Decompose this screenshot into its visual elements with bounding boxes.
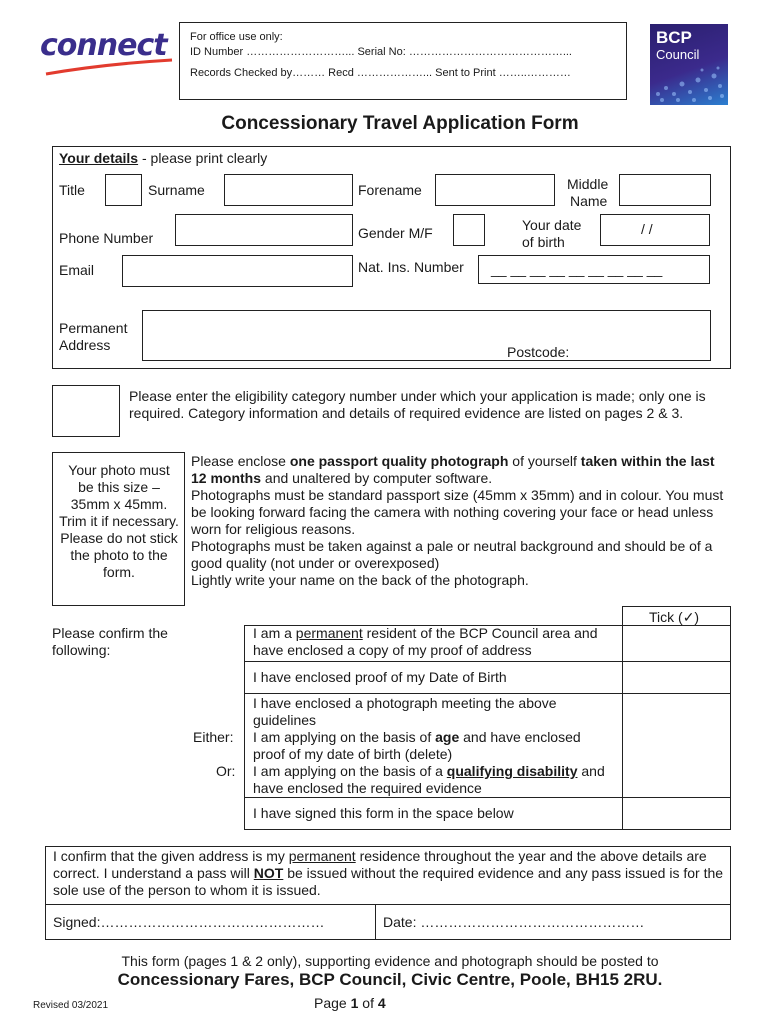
phone-label: Phone Number xyxy=(59,230,154,246)
nat-ins-placeholder: __ __ __ __ __ __ __ __ __ xyxy=(491,261,663,277)
office-use-line-1: ID Number ………………………... Serial No: ……………………………………... xyxy=(190,46,572,58)
forename-label: Forename xyxy=(358,182,422,198)
page-current: 1 xyxy=(350,995,359,1011)
bcp-logo-title: BCP xyxy=(656,28,692,47)
photo-instructions xyxy=(191,453,731,589)
either-label: Either: xyxy=(193,729,234,745)
photo-box[interactable] xyxy=(52,452,185,606)
office-use-line-2: Records Checked by……… Recd ………………... Sent to Print ……..………… xyxy=(190,67,571,79)
connect-logo: connect xyxy=(40,28,167,63)
bcp-logo-subtitle: Council xyxy=(656,47,700,62)
details-heading-suffix: - please print clearly xyxy=(138,150,268,166)
row1-b: permanent xyxy=(295,625,363,641)
tick-photo-eligibility[interactable] xyxy=(623,694,730,797)
confirm-intro: Please confirm the following: xyxy=(52,625,168,658)
decl-t1: I confirm that the given address is my xyxy=(53,848,289,864)
address-input[interactable] xyxy=(142,310,711,361)
tick-residence[interactable] xyxy=(623,626,730,661)
dob-placeholder: / / xyxy=(641,221,653,237)
dob-input[interactable] xyxy=(600,214,710,246)
title-input[interactable] xyxy=(105,174,142,206)
office-use-box xyxy=(179,22,627,100)
revised-date: Revised 03/2021 xyxy=(33,1000,109,1011)
or-label: Or: xyxy=(216,763,236,779)
declaration-divider xyxy=(45,904,731,905)
photo-p1-d: taken within the last 12 months xyxy=(191,453,715,486)
middle-name-label-1: Middle xyxy=(567,176,609,192)
declaration-text xyxy=(53,848,725,899)
email-label: Email xyxy=(59,262,95,278)
middle-name-input[interactable] xyxy=(619,174,711,206)
signature-divider xyxy=(375,904,376,940)
tick-signed[interactable] xyxy=(623,798,730,829)
dob-label-1: Your date xyxy=(522,217,582,233)
signed-field[interactable]: Signed:………………………………………… xyxy=(53,914,325,930)
gender-label: Gender M/F xyxy=(358,225,433,241)
decl-t4: NOT xyxy=(253,865,284,881)
office-use-heading: For office use only: xyxy=(190,31,283,43)
middle-name-label-2: Name xyxy=(570,193,608,209)
confirm-row-residence xyxy=(253,625,615,659)
confirm-row-dob-proof: I have enclosed proof of my Date of Birth xyxy=(253,669,507,685)
postcode-label: Postcode: xyxy=(507,344,570,360)
email-input[interactable] xyxy=(122,255,353,287)
address-label-1: Permanent xyxy=(59,320,128,336)
row5-b: qualifying disability xyxy=(446,763,578,779)
photo-p1-e: and unaltered by computer software. xyxy=(261,470,493,486)
page-number xyxy=(314,995,386,1011)
row4-c: and have enclosed proof of my date of birth (delete) xyxy=(253,729,581,762)
row5-c: and have enclosed the required evidence xyxy=(253,763,605,796)
address-label-2: Address xyxy=(59,337,111,353)
phone-input[interactable] xyxy=(175,214,353,246)
decl-t2: permanent xyxy=(288,848,356,864)
nat-ins-input[interactable] xyxy=(478,255,710,284)
photo-p1-a: Please enclose xyxy=(191,453,290,469)
dot-pattern-icon xyxy=(650,64,728,105)
eligibility-text: Please enter the eligibility category number under which your application is made; only one is required. Category information and details of required evidence are listed on pages 2 & 3. xyxy=(129,388,706,421)
forename-input[interactable] xyxy=(435,174,555,206)
surname-input[interactable] xyxy=(224,174,353,206)
page-b: of xyxy=(358,995,378,1011)
row4-a: I am applying on the basis of xyxy=(253,729,436,745)
nat-ins-label: Nat. Ins. Number xyxy=(358,259,464,275)
connect-logo-swoosh xyxy=(44,56,174,78)
bcp-council-logo xyxy=(650,24,728,105)
date-field[interactable]: Date: ………………………………………… xyxy=(383,914,645,930)
photo-p1-c: of yourself xyxy=(508,453,581,469)
photo-box-text: Your photo must be this size – 35mm x 45mm. Trim it if necessary. Please do not stick the photo to the form. xyxy=(59,462,179,580)
photo-p1-b: one passport quality photograph xyxy=(289,453,509,469)
surname-label: Surname xyxy=(148,182,205,198)
gender-input[interactable] xyxy=(453,214,485,246)
page-total: 4 xyxy=(377,995,386,1011)
tick-header: Tick (✓) xyxy=(649,609,700,625)
row4-b: age xyxy=(435,729,460,745)
details-heading xyxy=(59,150,267,166)
row1-a: I am a xyxy=(253,625,296,641)
confirm-row-photo: I have enclosed a photograph meeting the above guidelines xyxy=(253,695,557,728)
post-instructions: This form (pages 1 & 2 only), supporting evidence and photograph should be posted to xyxy=(121,953,659,969)
confirm-row-disability xyxy=(253,763,615,797)
photo-p4: Lightly write your name on the back of the photograph. xyxy=(191,572,529,588)
details-heading-title: Your details xyxy=(59,150,139,166)
dob-label-2: of birth xyxy=(522,234,565,250)
decl-t3: residence throughout the year and the above details are correct. I understand a pass will xyxy=(53,848,707,881)
decl-t5: be issued without the required evidence and any pass issued is for the sole use of the person to whom it is issued. xyxy=(53,865,724,898)
eligibility-category-input[interactable] xyxy=(52,385,120,437)
photo-p3: Photographs must be taken against a pale or neutral background and should be of a good quality (not under or overexposed) xyxy=(191,538,713,571)
row1-c: resident of the BCP Council area and have enclosed a copy of my proof of address xyxy=(253,625,598,658)
photo-p2: Photographs must be standard passport size (45mm x 35mm) and in colour. You must be looking forward facing the camera with nothing covering your face or head unless worn for religious reasons. xyxy=(191,487,724,537)
form-title: Concessionary Travel Application Form xyxy=(221,113,579,134)
postal-address: Concessionary Fares, BCP Council, Civic Centre, Poole, BH15 2RU. xyxy=(117,970,663,989)
row5-a: I am applying on the basis of a xyxy=(253,763,447,779)
title-label: Title xyxy=(59,182,85,198)
page-a: Page xyxy=(314,995,351,1011)
tick-dob-proof[interactable] xyxy=(623,662,730,693)
confirm-row-signed: I have signed this form in the space below xyxy=(253,805,514,821)
confirm-row-age xyxy=(253,729,615,763)
